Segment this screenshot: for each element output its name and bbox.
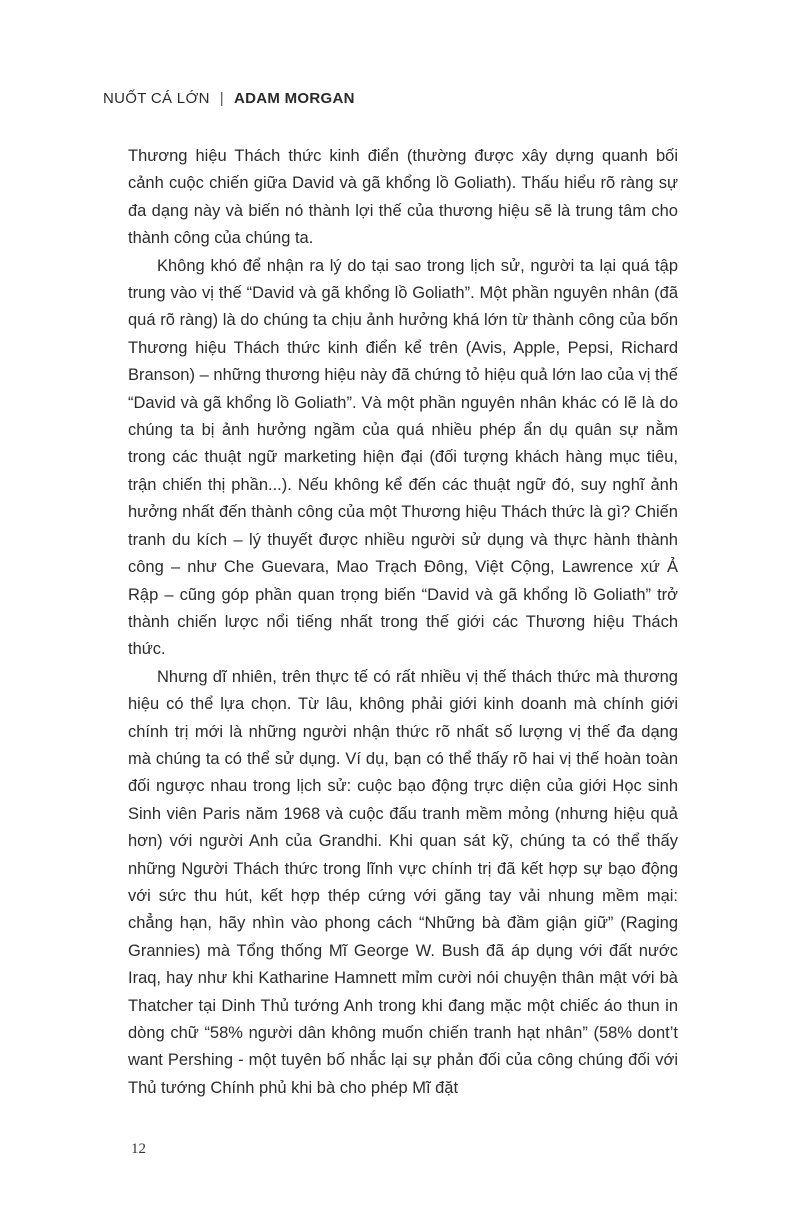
paragraph: Nhưng dĩ nhiên, trên thực tế có rất nhiều vị thế thách thức mà thương hiệu có thể lựa chọn. Từ lâu, không phải giới kinh doanh mà chính giới chính trị mới là những người nhận thức rõ nhất số lượng vị thế đa dạng mà chúng ta có thể sử dụng. Ví dụ, bạn có thể thấy rõ hai vị thế hoàn toàn đối ngược nhau trong lịch sử: cuộc bạo động trực diện của giới Học sinh Sinh viên Paris năm 1968 và cuộc đấu tranh mềm mỏng (nhưng hiệu quả hơn) với người Anh của Grandhi. Khi quan sát kỹ, chúng ta có thể thấy những Người Thách thức trong lĩnh vực chính trị đã kết hợp sự bạo động với sức thu hút, kết hợp thép cứng với găng tay vải nhung mềm mại: chẳng hạn, hãy nhìn vào phong cách “Những bà đầm giận giữ” (Raging Grannies) mà Tổng thống Mĩ George W. Bush đã áp dụng với đất nước Iraq, hay như khi Katharine Hamnett mỉm cười nói chuyện thân mật với bà Thatcher tại Dinh Thủ tướng Anh trong khi đang mặc một chiếc áo thun in dòng chữ “58% người dân không muốn chiến tranh hạt nhân” (58% dont’t want Pershing - một tuyên bố nhắc lại sự phản đối của công chúng đối với Thủ tướng Chính phủ khi bà cho phép Mĩ đặt — [128, 667, 678, 1097]
paragraph-continued: Thương hiệu Thách thức kinh điển (thường được xây dựng quanh bối cảnh cuộc chiến giữa David và gã khổng lồ Goliath). Thấu hiểu rõ ràng sự đa dạng này và biến nó thành lợi thế của thương hiệu sẽ là trung tâm cho thành công của chúng ta. — [128, 147, 678, 248]
body-text — [128, 143, 678, 1102]
book-title: NUỐT CÁ LỚN — [103, 90, 210, 107]
running-header — [103, 90, 355, 107]
paragraph: Không khó để nhận ra lý do tại sao trong lịch sử, người ta lại quá tập trung vào vị thế “David và gã khổng lồ Goliath”. Một phần nguyên nhân (đã quá rõ ràng) là do chúng ta chịu ảnh hưởng khá lớn từ thành công của bốn Thương hiệu Thách thức kinh điển kể trên (Avis, Apple, Pepsi, Richard Branson) – những thương hiệu này đã chứng tỏ hiệu quả lớn lao của vị thế “David và gã khổng lồ Goliath”. Và một phần nguyên nhân khác có lẽ là do chúng ta bị ảnh hưởng ngầm của quá nhiều phép ẩn dụ quân sự nằm trong các thuật ngữ marketing hiện đại (đối tượng khách hàng mục tiêu, trận chiến thị phần...). Nếu không kể đến các thuật ngữ đó, suy nghĩ ảnh hưởng nhất đến thành công của một Thương hiệu Thách thức là gì? Chiến tranh du kích – lý thuyết được nhiều người sử dụng và thực hành thành công – như Che Guevara, Mao Trạch Đông, Việt Cộng, Lawrence xứ Ả Rập – cũng góp phần quan trọng biến “David và gã khổng lồ Goliath” trở thành chiến lược nổi tiếng nhất trong thế giới các Thương hiệu Thách thức. — [128, 256, 678, 659]
page-number: 12 — [131, 1141, 146, 1157]
author-name: ADAM MORGAN — [233, 90, 355, 107]
header-separator: | — [219, 90, 224, 107]
